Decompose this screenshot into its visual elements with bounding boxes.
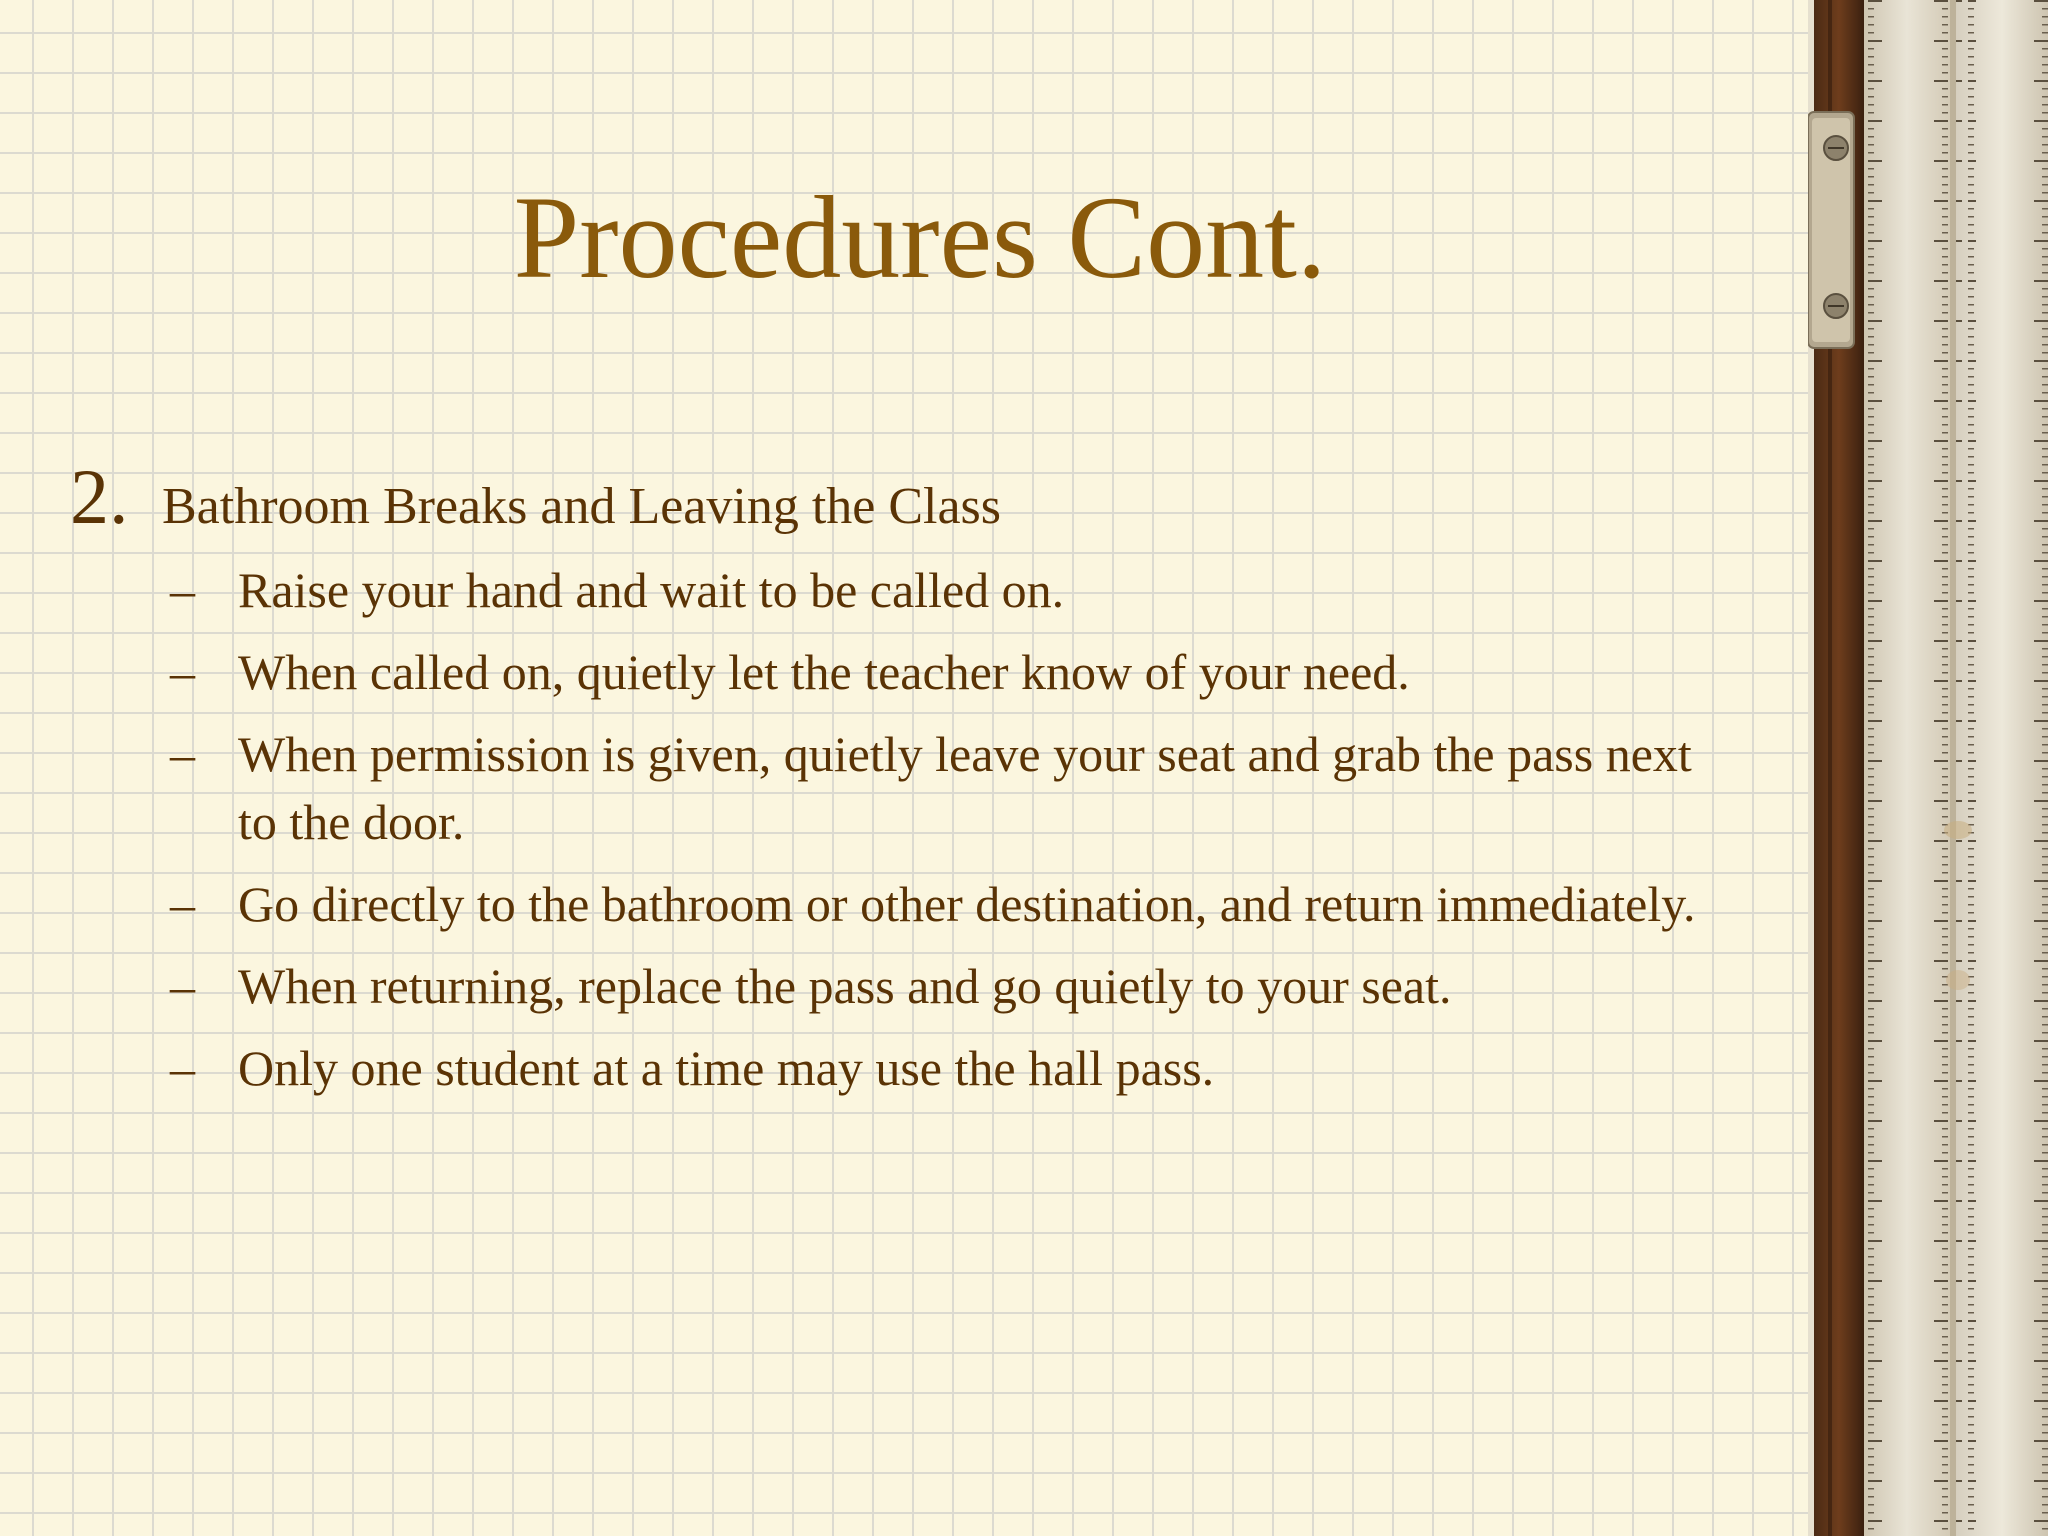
list-item-text: When permission is given, quietly leave your seat and grab the pass next to the door. <box>238 726 1692 850</box>
list-item <box>70 870 1770 938</box>
bullet-dash: – <box>170 876 195 932</box>
slide-title: Procedures Cont. <box>513 172 1327 303</box>
list-item-text: Go directly to the bathroom or other destination, and return immediately. <box>238 876 1696 932</box>
section-number: 2. <box>70 453 129 540</box>
list-item <box>70 720 1770 856</box>
section-heading-row <box>70 452 1770 552</box>
list-item <box>70 638 1770 706</box>
list-item <box>70 1034 1770 1102</box>
list-item-text: Only one student at a time may use the hall pass. <box>238 1040 1215 1096</box>
list-item <box>70 952 1770 1020</box>
bullet-list <box>70 556 1770 1102</box>
bullet-dash: – <box>170 726 195 782</box>
bullet-dash: – <box>170 644 195 700</box>
list-item-text: When called on, quietly let the teacher know of your need. <box>238 644 1410 700</box>
slide-body <box>70 452 1770 1116</box>
list-item-text: When returning, replace the pass and go quietly to your seat. <box>238 958 1452 1014</box>
list-item <box>70 556 1770 624</box>
ruler-illustration <box>1808 0 2048 1536</box>
bullet-dash: – <box>170 562 195 618</box>
section-heading: Bathroom Breaks and Leaving the Class <box>162 478 1002 535</box>
list-item-text: Raise your hand and wait to be called on. <box>238 562 1065 618</box>
bullet-dash: – <box>170 1040 195 1096</box>
ruler-decoration <box>1808 0 2048 1536</box>
bullet-dash: – <box>170 958 195 1014</box>
